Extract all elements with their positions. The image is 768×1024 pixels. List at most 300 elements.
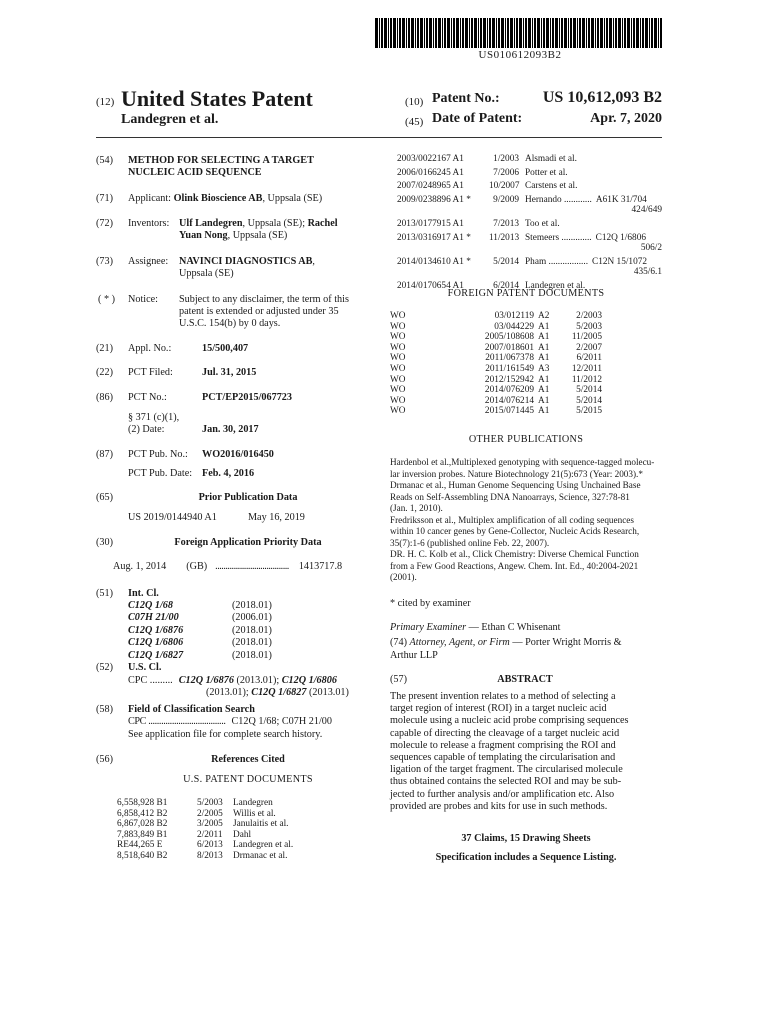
ref-name: Too et al.	[525, 218, 560, 229]
foreign-priority-title: Foreign Application Priority Data	[174, 537, 322, 548]
us-cl-line-2	[206, 687, 349, 700]
foreign-country: WO	[390, 363, 406, 374]
barcode-bar	[613, 18, 614, 48]
table-row	[390, 375, 602, 386]
us-cl-title: U.S. Cl.	[128, 662, 162, 673]
barcode-bar	[564, 18, 567, 48]
foreign-country: WO	[390, 332, 406, 343]
barcode-bar	[453, 18, 455, 48]
int-cl-version: (2018.01)	[232, 649, 272, 661]
abstract-line: molecule to release a fragment comprising the ROI and	[390, 739, 616, 751]
foreign-country: WO	[390, 311, 406, 321]
inventor-1: Ulf Landegren	[179, 218, 243, 229]
pct-pub-date-label: PCT Pub. Date:	[128, 468, 193, 479]
int-cl-row	[128, 625, 272, 637]
barcode-number: US010612093B2	[478, 49, 562, 61]
barcode-bar	[379, 18, 380, 48]
prior-pub-no: US 2019/0144940 A1	[128, 512, 217, 523]
table-row	[397, 257, 662, 268]
barcode-bar	[465, 18, 468, 48]
notice-line-1: Subject to any disclaimer, the term of this	[179, 294, 349, 305]
table-row	[390, 364, 602, 375]
assignee-line	[179, 256, 315, 269]
inventors-short: Landegren et al.	[121, 112, 219, 127]
ref-name: Drmanac et al.	[233, 850, 288, 861]
table-row	[397, 181, 662, 192]
barcode-bar	[660, 18, 662, 48]
barcode-bar	[654, 18, 657, 48]
barcode-bar	[649, 18, 650, 48]
sequence-listing-note: Specification includes a Sequence Listing.	[435, 852, 617, 863]
foreign-kind: A1	[538, 353, 550, 364]
applicant-line	[128, 193, 322, 206]
abstract-line: capable of directing the cleavage of a target nucleic acid	[390, 727, 620, 739]
ref-name: Willis et al.	[233, 808, 276, 819]
int-cl-version: (2018.01)	[232, 624, 272, 636]
barcode-bar	[417, 18, 419, 48]
barcode-bar	[390, 18, 392, 48]
barcode-bar	[435, 18, 437, 48]
attorney-line-1	[390, 637, 622, 650]
table-row	[397, 233, 662, 244]
abstract-line: ligation of the target fragment. The circularised molecule	[390, 764, 623, 776]
examiner-name: — Ethan C Whisenant	[466, 622, 561, 633]
table-row	[117, 830, 293, 841]
us-cl-line-1	[128, 675, 337, 688]
f73-code: (73)	[96, 256, 113, 267]
foreign-kind: A1	[538, 406, 550, 417]
ref-date: 9/2009	[493, 194, 519, 205]
table-row-continuation	[397, 267, 662, 278]
barcode-bar	[489, 18, 491, 48]
barcode-bar	[609, 18, 612, 48]
inventors-line-2	[179, 230, 287, 243]
inventor-1-rest: , Uppsala (SE);	[242, 218, 308, 229]
barcode-bar	[420, 18, 423, 48]
attorney-line-2: Arthur LLP	[390, 650, 438, 661]
int-cl-row	[128, 650, 272, 662]
other-pub-line: lar inversion probes. Nature Biotechnology 21(5):673 (Year: 2003).*	[390, 468, 643, 479]
int-cl-row	[128, 600, 272, 612]
ref-name: Alsmadi et al.	[525, 154, 577, 164]
inventor-2b: Yuan Nong	[179, 230, 228, 241]
us-cl-c1: C12Q 1/6876	[178, 675, 234, 686]
foreign-docs-title: FOREIGN PATENT DOCUMENTS	[447, 288, 605, 299]
ref-date: 7/2013	[493, 218, 519, 229]
foreign-number: 2015/071445	[484, 406, 534, 417]
ref-name: Janulaitis et al.	[233, 819, 289, 830]
table-row	[117, 809, 293, 820]
table-row	[390, 343, 602, 354]
appl-no-label: Appl. No.:	[128, 343, 172, 354]
ref-date: 6/2014	[493, 280, 519, 291]
barcode-bar	[399, 18, 401, 48]
ref-date: 8/2013	[197, 850, 223, 861]
ref-date: 5/2003	[197, 798, 223, 808]
foreign-country: WO	[390, 374, 406, 385]
ref-name: Landegren et al.	[525, 280, 586, 291]
us-cl-cpc: CPC .........	[128, 675, 173, 686]
barcode-bar	[411, 18, 414, 48]
table-row	[390, 385, 602, 396]
foreign-date: 12/2011	[571, 363, 602, 374]
barcode-bar	[636, 18, 639, 48]
barcode-bar	[532, 18, 533, 48]
ref-date: 5/2014	[493, 256, 519, 267]
applicant-label: Applicant:	[128, 193, 172, 204]
abstract-line: provided are probes and kits for use in such methods.	[390, 800, 608, 812]
ref-name: Stemeers .............	[525, 232, 592, 243]
barcode-bar	[397, 18, 398, 48]
int-cl-row	[128, 637, 272, 649]
barcode-bar	[570, 18, 572, 48]
int-cl-version: (2018.01)	[232, 637, 272, 649]
barcode-bar	[496, 18, 497, 48]
notice-line-2: patent is extended or adjusted under 35	[179, 306, 339, 317]
barcode-bar	[375, 18, 378, 48]
ref-number: 7,883,849 B1	[117, 829, 168, 840]
table-row	[390, 406, 602, 417]
table-row	[390, 353, 602, 364]
table-row	[117, 819, 293, 830]
table-row	[390, 332, 602, 343]
foreign-number: 2011/161549	[485, 363, 534, 374]
barcode-bar	[586, 18, 587, 48]
int-cl-class: C12Q 1/6827	[128, 649, 184, 661]
ref-name: Potter et al.	[525, 167, 568, 178]
barcode-bar	[618, 18, 621, 48]
examiner-label: Primary Examiner	[390, 622, 467, 633]
foreign-date: 2/2007	[576, 342, 602, 353]
s371-line-2: (2) Date:	[128, 424, 165, 435]
applicant-name: Olink Bioscience AB	[173, 193, 263, 204]
barcode-bar	[651, 18, 653, 48]
pct-pub-no: WO2016/016450	[202, 449, 274, 460]
barcode-bar	[471, 18, 473, 48]
foreign-kind: A1	[538, 385, 550, 396]
field-search-note: See application file for complete search history.	[128, 729, 323, 740]
inventor-2-rest: , Uppsala (SE)	[227, 230, 288, 241]
foreign-number: 2012/152942	[484, 374, 534, 385]
barcode-bar	[388, 18, 389, 48]
ref-class: C12N 15/1072	[592, 256, 648, 267]
int-cl-version: (2006.01)	[232, 612, 272, 624]
other-pub-line: from a Few Good Reactions, Angew. Chem. Int. Ed., 40:2004-2021	[390, 560, 639, 571]
barcode-bar	[588, 18, 590, 48]
us-pub-references-table	[397, 154, 662, 295]
ref-name: Carstens et al.	[525, 181, 578, 192]
foreign-kind: A3	[538, 363, 550, 374]
f65-code: (65)	[96, 492, 113, 503]
assignee-place: Uppsala (SE)	[179, 268, 234, 279]
ref-number: 2003/0022167 A1	[397, 154, 464, 164]
barcode-bar	[615, 18, 617, 48]
foreign-date: 5/2003	[576, 321, 602, 332]
ref-name: Pham .................	[525, 256, 589, 267]
barcode-bar	[487, 18, 488, 48]
table-row	[117, 851, 293, 862]
inventors-label: Inventors:	[128, 218, 170, 229]
foreign-country: WO	[390, 342, 406, 353]
barcode-bar	[447, 18, 450, 48]
barcode-bar	[384, 18, 387, 48]
attorney-value: — Porter Wright Morris &	[509, 637, 622, 648]
attorney-label: Attorney, Agent, or Firm	[409, 637, 510, 648]
foreign-kind: A1	[538, 321, 550, 332]
ref-date: 2/2011	[197, 829, 223, 840]
pct-pub-date: Feb. 4, 2016	[202, 468, 255, 479]
ref-class: C12Q 1/6806	[595, 232, 646, 243]
ref-number: 2007/0248965 A1	[397, 181, 464, 192]
barcode-bar	[480, 18, 482, 48]
barcode-bar	[406, 18, 407, 48]
f86-code: (86)	[96, 392, 113, 403]
us-patent-docs-title: U.S. PATENT DOCUMENTS	[183, 774, 313, 785]
f72-code: (72)	[96, 218, 113, 229]
ref-date: 7/2006	[493, 167, 519, 178]
barcode-bar	[498, 18, 500, 48]
patent-number: US 10,612,093 B2	[542, 89, 662, 106]
barcode-bar	[579, 18, 581, 48]
table-row	[117, 840, 293, 851]
fp-date: Aug. 1, 2014	[113, 561, 167, 572]
foreign-kind: A1	[538, 342, 550, 353]
int-cl-title: Int. Cl.	[128, 588, 159, 599]
barcode-bar	[624, 18, 626, 48]
barcode-bar	[645, 18, 648, 48]
f56-code: (56)	[96, 754, 113, 765]
fp-country: (GB)	[186, 561, 208, 572]
ref-number: 2006/0166245 A1	[397, 167, 464, 178]
foreign-kind: A1	[538, 332, 550, 343]
ref-number: 2013/0316917 A1 *	[397, 232, 471, 243]
pct-pub-no-label: PCT Pub. No.:	[128, 449, 188, 460]
int-cl-class: C12Q 1/6876	[128, 624, 184, 636]
foreign-number: 2007/018601	[484, 342, 534, 353]
barcode-bar	[478, 18, 479, 48]
barcode-bar	[591, 18, 594, 48]
notice-label: Notice:	[128, 294, 158, 305]
barcode-bar	[483, 18, 486, 48]
foreign-priority-row	[113, 561, 342, 574]
barcode-bar	[534, 18, 536, 48]
ref-class: A61K 31/704	[595, 194, 647, 205]
barcode-bar	[627, 18, 630, 48]
assignee-label: Assignee:	[128, 256, 169, 267]
table-row	[390, 322, 602, 333]
barcode-bar	[429, 18, 432, 48]
barcode-bar	[537, 18, 540, 48]
table-row	[390, 396, 602, 407]
ref-date: 10/2007	[489, 181, 520, 192]
barcode-bar	[501, 18, 504, 48]
table-row	[397, 168, 662, 179]
assignee-name: NAVINCI DIAGNOSTICS AB	[179, 256, 313, 267]
table-row	[390, 311, 602, 322]
barcode-bar	[559, 18, 560, 48]
barcode-bar	[595, 18, 596, 48]
barcode-bar	[460, 18, 461, 48]
field-search-title: Field of Classification Search	[128, 704, 255, 715]
f51-code: (51)	[96, 588, 113, 599]
header-rule	[96, 137, 662, 138]
barcode-bar	[528, 18, 531, 48]
barcode-bar	[597, 18, 599, 48]
barcode-bar	[642, 18, 644, 48]
f54-code: (54)	[96, 155, 113, 166]
barcode-bar	[424, 18, 425, 48]
kind-code: (12)	[96, 96, 115, 108]
us-cl-v2: (2013.01);	[206, 687, 252, 698]
int-cl-version: (2018.01)	[232, 600, 272, 611]
title-line-2: NUCLEIC ACID SEQUENCE	[128, 167, 262, 178]
f58-code: (58)	[96, 704, 113, 715]
barcode-bar	[640, 18, 641, 48]
barcode-bar	[507, 18, 509, 48]
abstract-line: target region of interest (ROI) in a target nucleic acid	[390, 703, 607, 715]
s371-date: Jan. 30, 2017	[202, 424, 259, 435]
foreign-number: 2011/067378	[485, 353, 534, 364]
barcode-bar	[514, 18, 515, 48]
barcode-bar	[525, 18, 527, 48]
barcode-bar	[658, 18, 659, 48]
prior-pub-date: May 16, 2019	[248, 512, 305, 523]
barcode-bar	[474, 18, 477, 48]
other-pub-line: Drmanac et al., Human Genome Sequencing Using Unchained Base	[390, 480, 641, 490]
ref-date: 11/2013	[489, 232, 520, 243]
other-pub-line: Reads on Self-Assembling DNA Nanoarrays, Science, 327:78-81	[390, 491, 630, 502]
barcode-bar	[633, 18, 635, 48]
barcode-bar	[469, 18, 470, 48]
foreign-date: 11/2012	[571, 374, 602, 385]
barcode-bar	[505, 18, 506, 48]
other-pub-line: 35(7):1-6 (published online Feb. 22, 2007).	[390, 537, 550, 548]
int-cl-class: C07H 21/00	[128, 612, 179, 624]
barcode-bar	[444, 18, 446, 48]
ref-date: 3/2005	[197, 819, 223, 830]
barcode-bar	[552, 18, 554, 48]
int-cl-class: C12Q 1/6806	[128, 637, 184, 649]
foreign-date: 5/2014	[576, 395, 602, 406]
barcode-bar	[415, 18, 416, 48]
ref-name: Landegren et al.	[233, 840, 294, 851]
examiner-line	[390, 622, 560, 635]
field-search-cpc: CPC ....................................	[128, 716, 226, 727]
title-line-1: METHOD FOR SELECTING A TARGET	[128, 155, 314, 166]
table-row	[397, 219, 662, 230]
attorney-code: (74)	[390, 637, 407, 648]
other-pub-line: Hardenbol et al.,Multiplexed genotyping with sequence-tagged molecu-	[390, 457, 655, 467]
foreign-number: 03/044229	[494, 321, 534, 332]
barcode-bar	[492, 18, 495, 48]
pct-no-label: PCT No.:	[128, 392, 167, 403]
barcode-bar	[402, 18, 405, 48]
barcode-bar	[426, 18, 428, 48]
ref-number: 2014/0170654 A1	[397, 280, 464, 291]
foreign-number: 2014/076209	[484, 385, 534, 396]
barcode-bar	[577, 18, 578, 48]
barcode-bar	[622, 18, 623, 48]
barcode-bar	[582, 18, 585, 48]
table-row-continuation	[397, 243, 662, 254]
ref-class-2: 424/649	[631, 205, 662, 216]
date-label: Date of Patent:	[432, 111, 523, 126]
barcode-bar	[451, 18, 452, 48]
barcode-bar	[604, 18, 605, 48]
foreign-date: 5/2015	[576, 406, 602, 417]
ref-number: 2009/0238896 A1 *	[397, 194, 471, 205]
foreign-number: 2014/076214	[484, 395, 534, 406]
table-row	[397, 154, 662, 165]
patent-kind-title: United States Patent	[121, 86, 313, 111]
ref-date: 1/2003	[493, 154, 519, 164]
ref-name: Landegren	[233, 798, 273, 808]
barcode	[375, 18, 665, 48]
other-pub-line: DR. H. C. Kolb et al., Click Chemistry: Diverse Chemical Function	[390, 549, 639, 559]
ref-number: RE44,265 E	[117, 840, 163, 851]
ref-name: Dahl	[233, 829, 252, 840]
appl-no: 15/500,407	[202, 343, 249, 354]
f71-code: (71)	[96, 193, 113, 204]
pct-no: PCT/EP2015/067723	[202, 392, 292, 403]
abstract-line: jected to further analysis and/or amplification etc. Also	[390, 788, 615, 800]
abstract-line: The present invention relates to a method of selecting a	[390, 691, 616, 702]
ref-name: Hernando ............	[525, 194, 592, 205]
notice-line-3: U.S.C. 154(b) by 0 days.	[179, 318, 281, 329]
foreign-country: WO	[390, 395, 406, 406]
f21-code: (21)	[96, 343, 113, 354]
f22-code: (22)	[96, 367, 113, 378]
ref-date: 6/2013	[197, 840, 223, 851]
ref-number: 2013/0177915 A1	[397, 218, 464, 229]
barcode-bar	[393, 18, 396, 48]
ref-class-2: 506/2	[640, 243, 662, 254]
foreign-references-table	[390, 311, 602, 417]
foreign-number: 03/012119	[494, 311, 534, 321]
barcode-bar	[462, 18, 464, 48]
table-row	[117, 798, 293, 809]
abstract-line: molecule using a nucleic acid probe comprising sequences	[390, 715, 629, 727]
int-cl-row	[128, 612, 272, 624]
patent-no-label: Patent No.:	[432, 91, 500, 106]
other-pub-line: (2001).	[390, 572, 417, 582]
barcode-bar	[519, 18, 522, 48]
us-cl-v3: (2013.01)	[306, 687, 349, 698]
us-references-table	[117, 798, 293, 862]
patent-date: Apr. 7, 2020	[590, 111, 662, 126]
barcode-bar	[606, 18, 608, 48]
ref-number: 6,858,412 B2	[117, 808, 168, 819]
ref-class-2: 435/6.1	[633, 267, 662, 278]
fp-dots: ....................................	[215, 561, 289, 572]
barcode-bar	[631, 18, 632, 48]
ref-number: 6,558,928 B1	[117, 798, 168, 808]
barcode-bar	[523, 18, 524, 48]
abstract-code: (57)	[390, 674, 407, 685]
foreign-country: WO	[390, 385, 406, 396]
barcode-bar	[555, 18, 558, 48]
notice-code: ( * )	[98, 294, 115, 305]
barcode-bar	[456, 18, 459, 48]
field-search-cpc-line	[128, 716, 332, 729]
abstract-line: thus obtained contains the selected ROI and may be sub-	[390, 776, 622, 788]
table-row	[397, 195, 662, 206]
pct-filed: Jul. 31, 2015	[202, 367, 257, 378]
other-pubs-title: OTHER PUBLICATIONS	[468, 434, 584, 445]
us-cl-c2: C12Q 1/6806	[281, 675, 337, 686]
ref-number: 8,518,640 B2	[117, 850, 168, 861]
fp-number: 1413717.8	[298, 561, 343, 572]
